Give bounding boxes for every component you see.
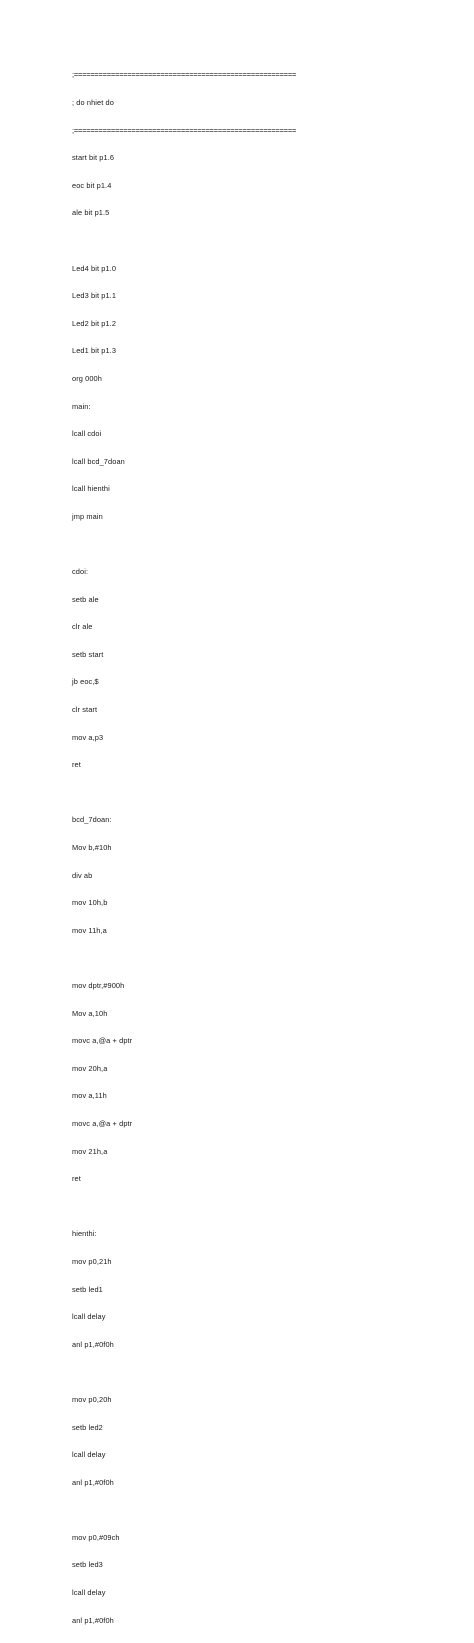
code-line-separator: ;====================================================== (72, 125, 297, 135)
code-line: mov p0,21h (72, 1256, 112, 1266)
code-line-label: cdoi: (72, 567, 89, 577)
code-line-blank (72, 1202, 352, 1211)
code-line: Led3 bit p1.1 (72, 291, 117, 301)
code-line: div ab (72, 870, 93, 880)
code-line: anl p1,#0f0h (72, 1615, 114, 1625)
code-line: mov a,p3 (72, 732, 104, 742)
code-line: setb led3 (72, 1560, 103, 1570)
code-line: lcall cdoi (72, 429, 102, 439)
code-line-blank (72, 788, 352, 797)
code-line-blank (72, 1367, 352, 1376)
code-line: ret (72, 1174, 81, 1184)
code-line-blank (72, 236, 352, 245)
code-line: ret (72, 760, 81, 770)
code-line: setb led1 (72, 1284, 103, 1294)
code-line: org 000h (72, 373, 102, 383)
code-line: clr ale (72, 622, 93, 632)
code-line: setb start (72, 649, 104, 659)
code-line: mov p0,20h (72, 1394, 112, 1404)
code-line: mov 21h,a (72, 1146, 108, 1156)
code-line: clr start (72, 705, 98, 715)
code-line: ale bit p1.5 (72, 208, 110, 218)
code-line: setb ale (72, 594, 99, 604)
code-line: Led4 bit p1.0 (72, 263, 117, 273)
code-line-separator: ;====================================================== (72, 70, 297, 80)
code-line: setb led2 (72, 1422, 103, 1432)
code-line: eoc bit p1.4 (72, 180, 112, 190)
code-line: Led2 bit p1.2 (72, 318, 117, 328)
code-line: anl p1,#0f0h (72, 1477, 114, 1487)
code-line: lcall delay (72, 1450, 106, 1460)
code-line: mov p0,#09ch (72, 1532, 120, 1542)
code-line-comment: ; do nhiet do (72, 98, 114, 107)
code-line: Mov b,#10h (72, 843, 112, 853)
code-line: lcall bcd_7doan (72, 456, 125, 466)
assembly-code-listing (72, 52, 352, 1643)
code-line: Mov a,10h (72, 1008, 108, 1018)
code-line-label: hienthi: (72, 1229, 97, 1239)
code-line: jb eoc,$ (72, 677, 99, 687)
code-line: mov 11h,a (72, 925, 107, 935)
code-line-blank (72, 953, 352, 962)
code-line: mov 10h,b (72, 898, 108, 908)
code-line: Led1 bit p1.3 (72, 346, 117, 356)
code-line: lcall delay (72, 1312, 106, 1322)
code-line: anl p1,#0f0h (72, 1339, 114, 1349)
code-line-label: main: (72, 401, 91, 411)
code-line: movc a,@a + dptr (72, 1036, 133, 1046)
code-line: mov a,11h (72, 1091, 107, 1101)
code-line: lcall hienthi (72, 484, 110, 494)
code-line: lcall delay (72, 1588, 106, 1598)
code-line: movc a,@a + dptr (72, 1118, 133, 1128)
code-line: jmp main (72, 511, 103, 521)
code-line-label: bcd_7doan: (72, 815, 112, 825)
code-line: mov 20h,a (72, 1063, 108, 1073)
code-line-blank (72, 540, 352, 549)
code-line: mov dptr,#900h (72, 981, 125, 990)
code-line-blank (72, 1505, 352, 1514)
code-line: start bit p1.6 (72, 153, 115, 163)
